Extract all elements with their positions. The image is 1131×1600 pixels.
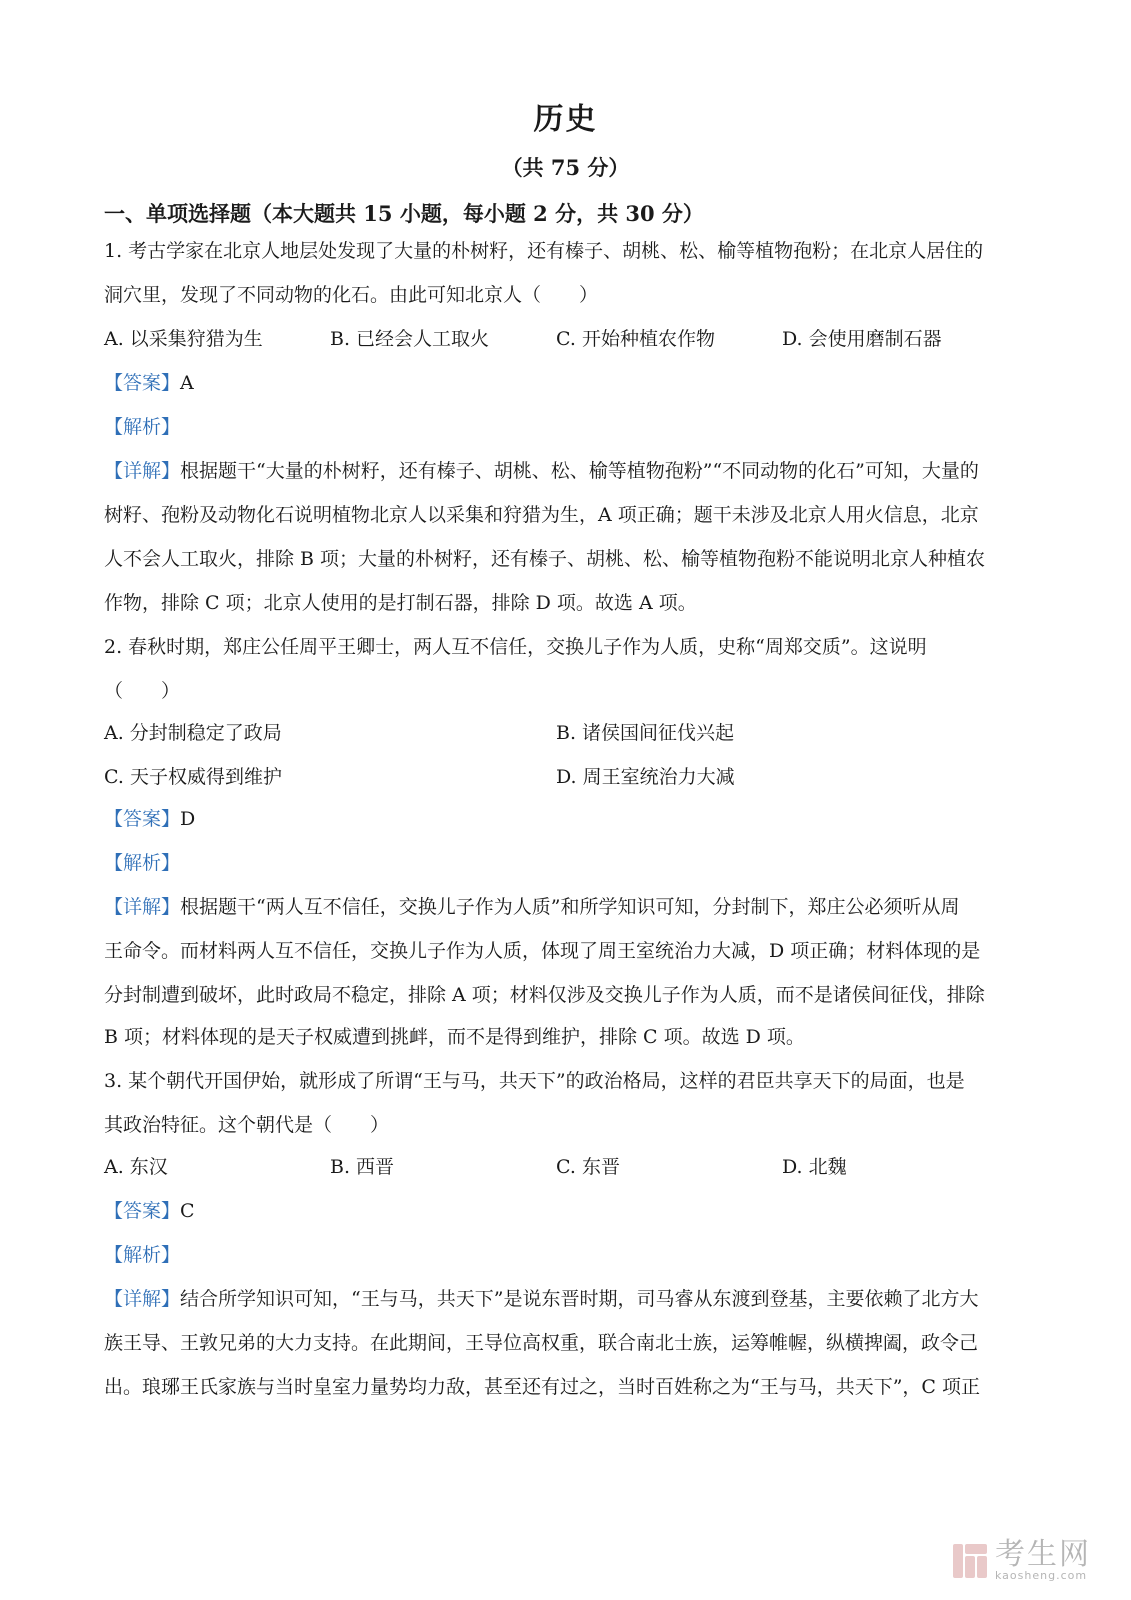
answer-value: C xyxy=(180,1200,195,1222)
question-1-detail-line: 作物，排除 C 项；北京人使用的是打制石器，排除 D 项。故选 A 项。 xyxy=(104,592,697,614)
question-2-option-d: D. 周王室统治力大减 xyxy=(556,766,735,788)
detail-tag: 【详解】 xyxy=(104,460,181,482)
question-2-detail-line: 分封制遭到破坏，此时政局不稳定，排除 A 项；材料仅涉及交换儿子作为人质，而不是诸侯间征伐，排除 xyxy=(104,984,985,1006)
watermark-name: 考生网 xyxy=(995,1537,1091,1572)
question-3-detail-line xyxy=(104,1286,1034,1312)
question-3-detail-line: 出。琅琊王氏家族与当时皇室力量势均力敌，甚至还有过之，当时百姓称之为“王与马，共天下”，C 项正 xyxy=(104,1376,981,1398)
question-3-stem-line: 其政治特征。这个朝代是（ ） xyxy=(104,1114,390,1136)
question-2-option-a: A. 分封制稳定了政局 xyxy=(104,722,282,744)
question-1-option-a: A. 以采集狩猎为生 xyxy=(104,328,263,350)
detail-tag: 【详解】 xyxy=(104,1288,181,1310)
question-3-option-a: A. 东汉 xyxy=(104,1156,168,1178)
question-1-detail-line: 人不会人工取火，排除 B 项；大量的朴树籽，还有榛子、胡桃、松、榆等植物孢粉不能说明北京人种植农 xyxy=(104,548,986,570)
question-1-stem-line: 1. 考古学家在北京人地层处发现了大量的朴树籽，还有榛子、胡桃、松、榆等植物孢粉；在北京人居住的 xyxy=(104,240,984,262)
watermark-url: kaosheng.com xyxy=(995,1569,1088,1582)
question-1-detail-line xyxy=(104,458,1034,484)
detail-text: 根据题干“大量的朴树籽，还有榛子、胡桃、松、榆等植物孢粉”“不同动物的化石”可知，大量的 xyxy=(180,460,979,482)
detail-text: 根据题干“两人互不信任，交换儿子作为人质”和所学知识可知，分封制下，郑庄公必须听从周 xyxy=(180,896,960,918)
question-2-analysis-tag: 【解析】 xyxy=(104,852,181,874)
question-3-option-d: D. 北魏 xyxy=(782,1156,847,1178)
question-2-detail-line: B 项；材料体现的是天子权威遭到挑衅，而不是得到维护，排除 C 项。故选 D 项。 xyxy=(104,1026,805,1048)
question-3-option-b: B. 西晋 xyxy=(330,1156,395,1178)
question-2-option-b: B. 诸侯国间征伐兴起 xyxy=(556,722,735,744)
question-3-answer xyxy=(104,1198,1034,1224)
answer-tag: 【答案】 xyxy=(104,372,181,394)
answer-tag: 【答案】 xyxy=(104,1200,181,1222)
answer-value: A xyxy=(180,372,194,394)
question-1-analysis-tag: 【解析】 xyxy=(104,416,181,438)
question-2-detail-line xyxy=(104,894,1034,920)
question-1-option-c: C. 开始种植农作物 xyxy=(556,328,715,350)
question-2-stem-line: （ ） xyxy=(104,680,181,702)
question-1-stem-line: 洞穴里，发现了不同动物的化石。由此可知北京人（ ） xyxy=(104,284,599,306)
question-1-option-b: B. 已经会人工取火 xyxy=(330,328,490,350)
question-3-analysis-tag: 【解析】 xyxy=(104,1244,181,1266)
detail-tag: 【详解】 xyxy=(104,896,181,918)
answer-value: D xyxy=(180,808,196,830)
question-2-option-c: C. 天子权威得到维护 xyxy=(104,766,282,788)
question-3-detail-line: 族王导、王敦兄弟的大力支持。在此期间，王导位高权重，联合南北士族，运筹帷幄，纵横捭阖，政令己 xyxy=(104,1332,979,1354)
page-subtitle: （共 75 分） xyxy=(501,155,630,180)
detail-text: 结合所学知识可知，“王与马，共天下”是说东晋时期，司马睿从东渡到登基，主要依赖了北方大 xyxy=(180,1288,979,1310)
answer-tag: 【答案】 xyxy=(104,808,181,830)
section-heading: 一、单项选择题（本大题共 15 小题，每小题 2 分，共 30 分） xyxy=(104,201,704,226)
page-title: 历史 xyxy=(533,102,598,137)
question-2-detail-line: 王命令。而材料两人互不信任，交换儿子作为人质，体现了周王室统治力大减，D 项正确；材料体现的是 xyxy=(104,940,981,962)
watermark xyxy=(953,1537,1091,1582)
watermark-text xyxy=(995,1537,1091,1582)
question-3-stem-line: 3. 某个朝代开国伊始，就形成了所谓“王与马，共天下”的政治格局，这样的君臣共享天下的局面，也是 xyxy=(104,1070,965,1092)
question-1-detail-line: 树籽、孢粉及动物化石说明植物北京人以采集和狩猎为生，A 项正确；题干未涉及北京人用火信息，北京 xyxy=(104,504,979,526)
question-3-option-c: C. 东晋 xyxy=(556,1156,620,1178)
question-2-answer xyxy=(104,806,1034,832)
watermark-logo-icon xyxy=(953,1544,987,1578)
question-1-option-d: D. 会使用磨制石器 xyxy=(782,328,942,350)
question-1-answer xyxy=(104,370,1034,396)
question-2-stem-line: 2. 春秋时期，郑庄公任周平王卿士，两人互不信任，交换儿子作为人质，史称“周郑交质”。这说明 xyxy=(104,636,927,658)
